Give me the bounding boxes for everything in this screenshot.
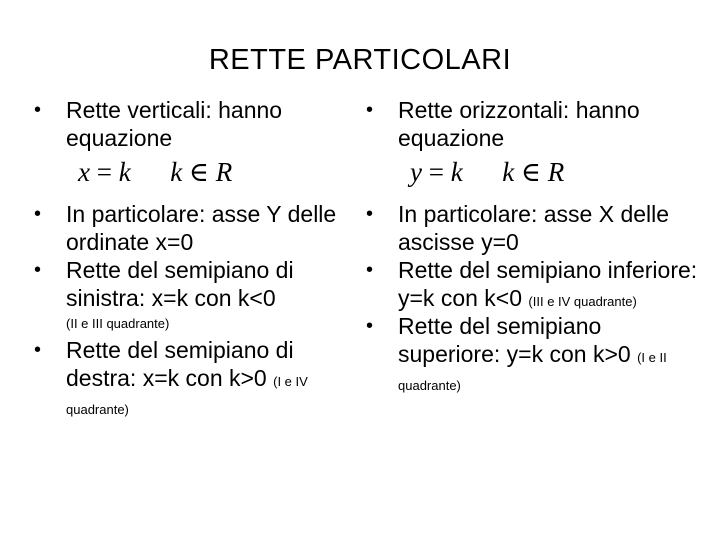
bullet-vertical-lines [28,96,358,152]
real-set-symbol: R [547,157,565,187]
bullet-right-halfplane [28,336,358,420]
horizontal-line-formula [360,154,700,190]
bullet-left-halfplane [28,256,358,332]
quadrant-note: (III e IV quadrante) [528,294,637,309]
bullet-text: Rette orizzontali: hanno equazione [398,97,640,151]
real-set-symbol: R [215,157,233,187]
formula-equals: = [96,157,112,187]
quadrant-note: (I e IV quadrante) [66,374,308,417]
left-column [28,96,358,420]
formula-constant: k [170,157,183,187]
quadrant-note: (II e III quadrante) [66,316,170,331]
formula-constant: k [450,157,463,187]
bullet-text: Rette del semipiano di destra: x=k con k>0 [66,337,294,391]
formula-constant: k [502,157,515,187]
formula-constant: k [118,157,131,187]
bullet-lower-halfplane [360,256,700,312]
slide-title: RETTE PARTICOLARI [208,44,512,76]
bullet-y-axis [28,200,358,256]
bullet-text: • Rette del semipiano di sinistra: x=k con k<0 [66,257,294,311]
vertical-line-formula [28,154,358,190]
bullet-text: In particolare: asse Y delle ordinate x=0 [66,201,337,255]
bullet-text: Rette del semipiano superiore: y=k con k>0 [398,313,631,367]
formula-variable: y [410,157,422,187]
bullet-text: Rette del semipiano inferiore: y=k con k<0 [398,257,698,311]
bullet-text: In particolare: asse X delle ascisse y=0 [398,201,670,255]
bullet-text: Rette verticali: hanno equazione [66,97,283,151]
quadrant-note: (I e II quadrante) [398,350,667,393]
element-of-symbol: ∈ [520,157,541,187]
formula-equals: = [428,157,444,187]
bullet-x-axis [360,200,700,256]
formula-variable: x [78,157,90,187]
element-of-symbol: ∈ [188,157,209,187]
bullet-upper-halfplane [360,312,700,396]
bullet-horizontal-lines [360,96,700,152]
right-column [360,96,700,396]
